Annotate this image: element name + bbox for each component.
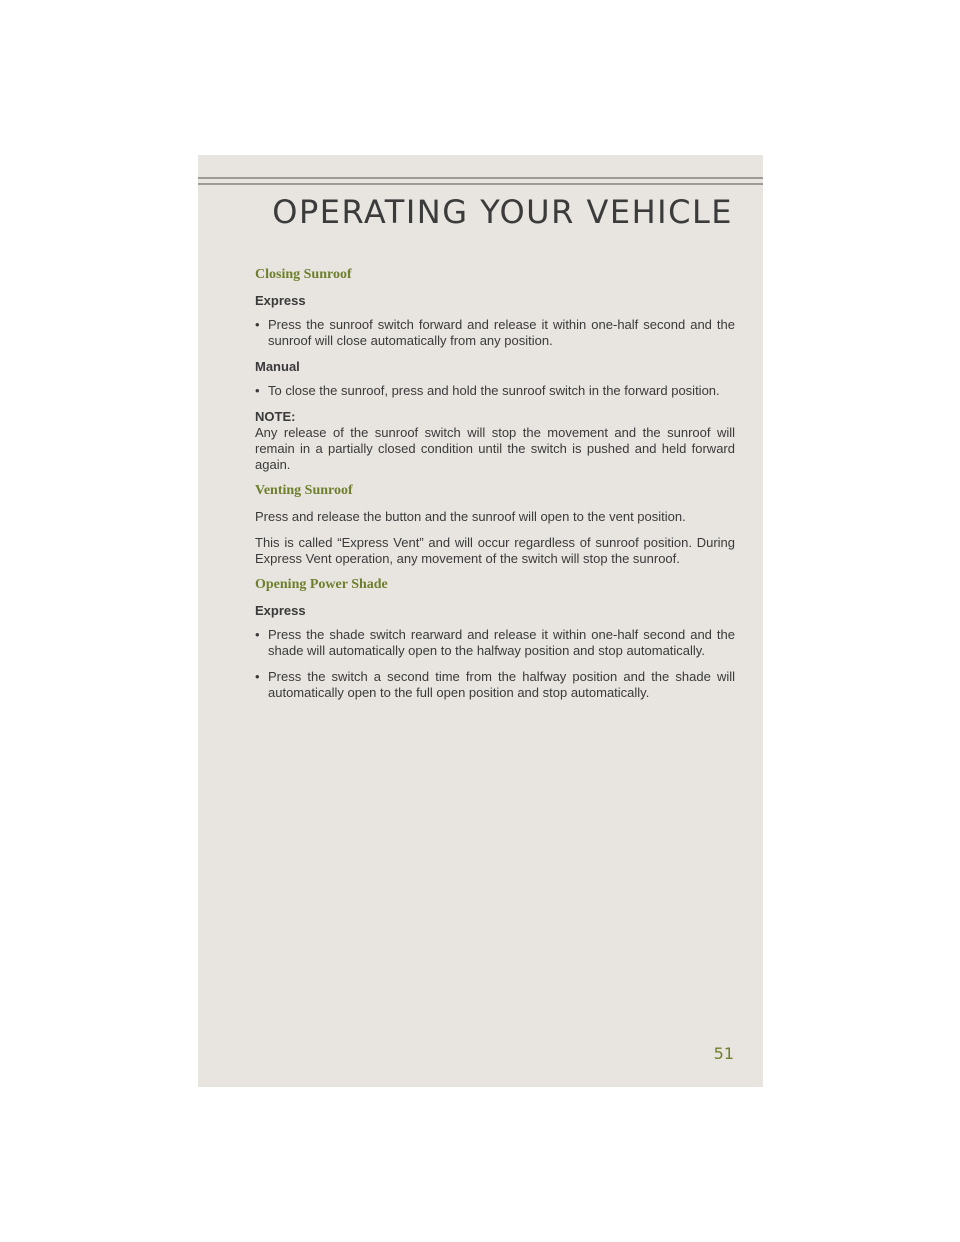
page-number: 51 xyxy=(713,1044,734,1063)
venting-paragraph-1: Press and release the button and the sunroof will open to the vent position. xyxy=(255,509,686,524)
venting-paragraph-2: This is called “Express Vent” and will occur regardless of sunroof position. During Express Vent operation, any movement of the switch will stop the sunroof. xyxy=(255,535,735,566)
opening-power-shade-section xyxy=(255,577,735,701)
shade-bullet-2: • Press the switch a second time from the halfway position and the shade will automatically open to the full open position and stop automatically. xyxy=(255,669,735,701)
closing-manual-bullet: • To close the sunroof, press and hold the sunroof switch in the forward position. xyxy=(255,383,735,399)
venting-sunroof-heading: Venting Sunroof xyxy=(255,483,353,498)
header-rule-top xyxy=(198,177,763,179)
header-rule-bottom xyxy=(198,183,763,185)
page-content xyxy=(255,267,735,711)
closing-express-label: Express xyxy=(255,293,306,308)
opening-power-shade-heading: Opening Power Shade xyxy=(255,577,388,592)
note-label: NOTE: xyxy=(255,409,296,424)
note-text: Any release of the sunroof switch will stop the movement and the sunroof will remain in a partially closed condition until the switch is pushed and held forward again. xyxy=(255,425,735,472)
closing-express-bullet: • Press the sunroof switch forward and release it within one-half second and the sunroof will close automatically from any position. xyxy=(255,317,735,349)
closing-sunroof-heading: Closing Sunroof xyxy=(255,267,352,282)
closing-sunroof-section xyxy=(255,267,735,473)
manual-page xyxy=(198,155,763,1087)
section-title: OPERATING YOUR VEHICLE xyxy=(272,193,733,231)
shade-bullet-1: • Press the shade switch rearward and release it within one-half second and the shade will automatically open to the halfway position and stop automatically. xyxy=(255,627,735,659)
venting-sunroof-section xyxy=(255,483,735,567)
shade-express-label: Express xyxy=(255,603,306,618)
closing-manual-label: Manual xyxy=(255,359,300,374)
